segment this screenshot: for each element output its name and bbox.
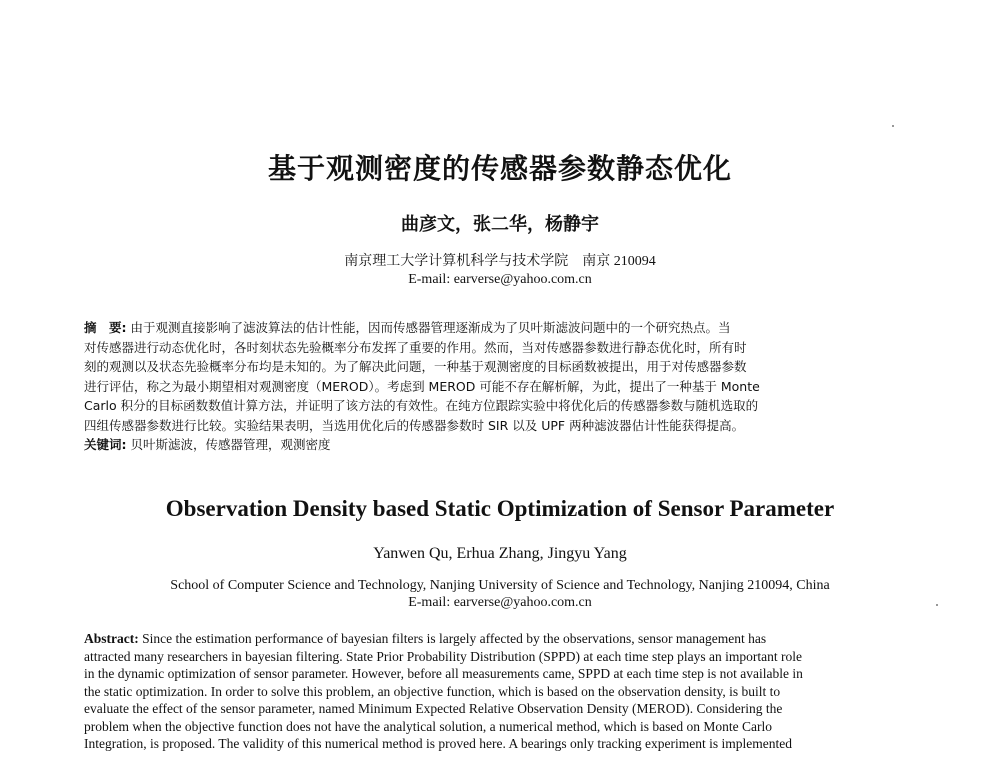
english-title: Observation Density based Static Optimization of Sensor Parameter bbox=[165, 496, 835, 521]
english-affiliation: School of Computer Science and Technology, Nanjing University of Science and Technology, Nanjing 210094, China bbox=[170, 578, 830, 593]
chinese-abstract-line: 刻的观测以及状态先验概率分布均是未知的。为了解决此问题，一种基于观测密度的目标函数被提出，用于对传感器参数 bbox=[84, 359, 747, 374]
english-email: E-mail: earverse@yahoo.com.cn bbox=[408, 595, 592, 610]
english-abstract-line: Abstract: Since the estimation performance of bayesian filters is largely affected by the observations, sensor management has bbox=[84, 631, 767, 646]
chinese-abstract-label: 摘 要: bbox=[84, 320, 127, 335]
chinese-title: 基于观测密度的传感器参数静态优化 bbox=[267, 152, 732, 185]
scan-speck bbox=[892, 125, 894, 127]
english-abstract-line: Integration, is proposed. The validity of this numerical method is proved here. A bearings only tracking experiment is implemented bbox=[84, 736, 792, 751]
chinese-abstract-line: 四组传感器参数进行比较。实验结果表明，当选用优化后的传感器参数时 SIR 以及 UPF 两种滤波器估计性能获得提高。 bbox=[84, 417, 745, 433]
english-abstract-line: evaluate the effect of the sensor parameter, named Minimum Expected Relative Observation Density (MEROD). Considering the bbox=[84, 701, 783, 716]
chinese-abstract-line: 进行评估，称之为最小期望相对观测密度（MEROD）。考虑到 MEROD 可能不存在解析解，为此，提出了一种基于 Monte bbox=[84, 378, 760, 394]
english-abstract-label: Abstract: bbox=[84, 631, 139, 646]
chinese-authors: 曲彦文，张二华，杨静宇 bbox=[401, 214, 599, 235]
english-abstract bbox=[84, 630, 906, 753]
english-abstract-line: problem when the objective function does not have the analytical solution, a numerical method, which is based on Monte Carlo bbox=[84, 718, 772, 734]
scan-speck bbox=[936, 604, 938, 606]
chinese-abstract-line: 摘 要: 由于观测直接影响了滤波算法的估计性能，因而传感器管理逐渐成为了贝叶斯滤波问题中的一个研究热点。当 bbox=[84, 320, 731, 335]
english-abstract-line: the static optimization. In order to solve this problem, an objective function, which is based on the observation density, is built to bbox=[84, 683, 781, 699]
english-abstract-line: attracted many researchers in bayesian filtering. State Prior Probability Distribution (SPPD) at each time step plays an important role bbox=[84, 648, 802, 664]
chinese-affiliation: 南京理工大学计算机科学与技术学院 南京 210094 bbox=[344, 254, 656, 269]
english-authors: Yanwen Qu, Erhua Zhang, Jingyu Yang bbox=[373, 545, 627, 562]
chinese-abstract-line: Carlo 积分的目标函数数值计算方法，并证明了该方法的有效性。在纯方位跟踪实验中将优化后的传感器参数与随机选取的 bbox=[84, 398, 759, 413]
chinese-keywords-label: 关键词: bbox=[84, 437, 127, 452]
english-abstract-line: in the dynamic optimization of sensor parameter. However, before all measurements came, SPPD at each time step is not available in bbox=[84, 666, 803, 681]
chinese-affiliation-block bbox=[0, 253, 1000, 289]
english-affiliation-block bbox=[0, 577, 1000, 611]
chinese-abstract-line: 对传感器进行动态优化时，各时刻状态先验概率分布发挥了重要的作用。然而，当对传感器参数进行静态优化时，所有时 bbox=[84, 339, 747, 355]
chinese-keywords: 关键词: 贝叶斯滤波，传感器管理，观测密度 bbox=[84, 437, 331, 452]
chinese-abstract bbox=[84, 318, 904, 455]
chinese-email: E-mail: earverse@yahoo.com.cn bbox=[408, 272, 592, 287]
